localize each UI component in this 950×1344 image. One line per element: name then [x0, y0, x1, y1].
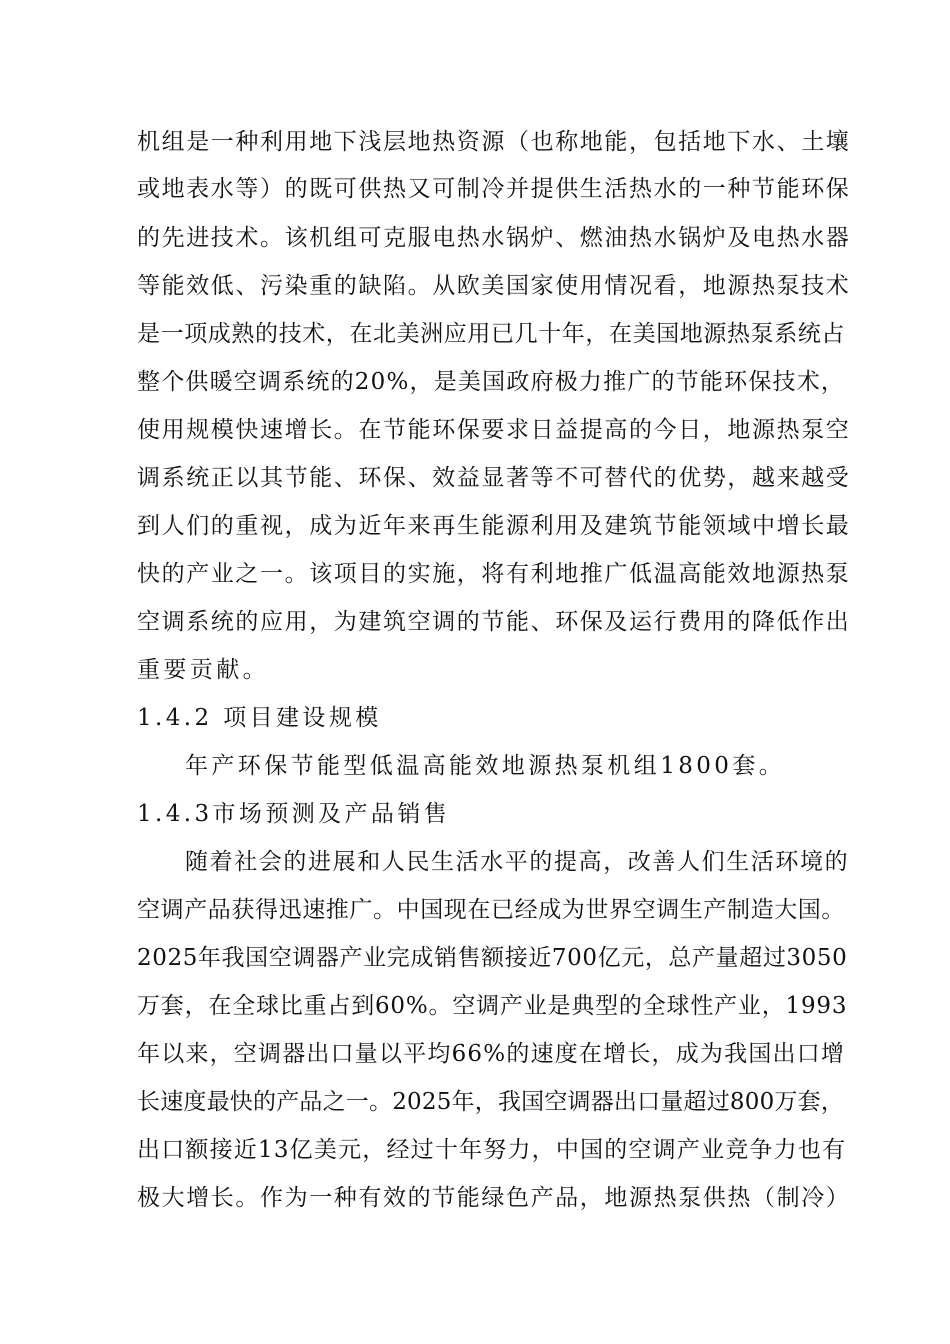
- paragraph-line: 年以来，空调器出口量以平均66%的速度在增长，成为我国出口增: [137, 1041, 846, 1067]
- paragraph-line: 的先进技术。该机组可克服电热水锅炉、燃油热水锅炉及电热水器: [137, 225, 851, 251]
- section-heading: 1.4.2 项目建设规模: [137, 705, 382, 731]
- paragraph-line: 机组是一种利用地下浅层地热资源（也称地能，包括地下水、土壤: [137, 129, 851, 155]
- paragraph-line: 到人们的重视，成为近年来再生能源利用及建筑节能领域中增长最: [137, 513, 851, 539]
- paragraph-line: 随着社会的进展和人民生活水平的提高，改善人们生活环境的: [185, 849, 850, 875]
- paragraph-line: 使用规模快速增长。在节能环保要求日益提高的今日，地源热泵空: [137, 417, 851, 443]
- paragraph-line: 极大增长。作为一种有效的节能绿色产品，地源热泵供热（制冷）: [137, 1185, 851, 1211]
- paragraph-line: 2025年我国空调器产业完成销售额接近700亿元，总产量超过3050: [137, 945, 848, 971]
- paragraph-line: 空调系统的应用，为建筑空调的节能、环保及运行费用的降低作出: [137, 609, 851, 635]
- section-body: 年产环保节能型低温高能效地源热泵机组1800套。: [185, 753, 786, 779]
- paragraph-line: 空调产品获得迅速推广。中国现在已经成为世界空调生产制造大国。: [137, 897, 845, 923]
- paragraph-line: 调系统正以其节能、环保、效益显著等不可替代的优势，越来越受: [137, 465, 851, 491]
- paragraph-line: 等能效低、污染重的缺陷。从欧美国家使用情况看，地源热泵技术: [137, 273, 851, 299]
- paragraph-line: 整个供暖空调系统的20%，是美国政府极力推广的节能环保技术，: [137, 369, 846, 395]
- paragraph-line: 万套，在全球比重占到60%。空调产业是典型的全球性产业，1993: [137, 993, 848, 1019]
- paragraph-line: 长速度最快的产品之一。2025年，我国空调器出口量超过800万套，: [137, 1089, 845, 1115]
- paragraph-line: 或地表水等）的既可供热又可制冷并提供生活热水的一种节能环保: [137, 176, 851, 202]
- paragraph-line: 是一项成熟的技术，在北美洲应用已几十年，在美国地源热泵系统占: [137, 321, 845, 347]
- paragraph-line: 重要贡献。: [137, 657, 269, 683]
- paragraph-line: 出口额接近13亿美元，经过十年努力，中国的空调产业竞争力也有: [137, 1137, 847, 1163]
- section-heading: 1.4.3市场预测及产品销售: [137, 801, 451, 827]
- paragraph-line: 快的产业之一。该项目的实施，将有利地推广低温高能效地源热泵: [137, 561, 851, 587]
